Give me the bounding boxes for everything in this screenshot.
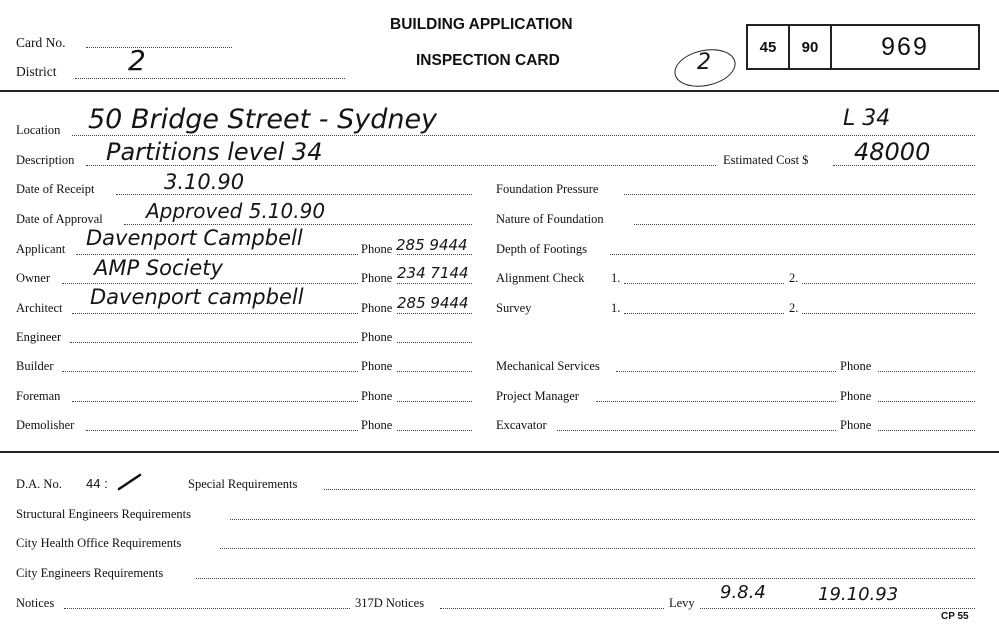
foundation-pressure-label: Foundation Pressure xyxy=(496,182,599,196)
alignment-field-2[interactable] xyxy=(802,283,975,284)
project-manager-label: Project Manager xyxy=(496,389,579,403)
date-receipt-label: Date of Receipt xyxy=(16,182,95,196)
architect-phone-field[interactable] xyxy=(397,313,472,314)
code-cell-3: 969 xyxy=(881,32,929,61)
architect-phone-value: 285 9444 xyxy=(397,294,469,312)
owner-field[interactable] xyxy=(62,283,358,284)
nature-foundation-field[interactable] xyxy=(634,224,975,225)
district-value: 2 xyxy=(128,44,146,77)
architect-label: Architect xyxy=(16,301,63,315)
applicant-label: Applicant xyxy=(16,242,66,256)
form-subtitle: INSPECTION CARD xyxy=(416,52,560,69)
levy-date: 19.10.93 xyxy=(818,584,899,605)
mechanical-label: Mechanical Services xyxy=(496,359,600,373)
survey-label: Survey xyxy=(496,301,532,315)
da-no-value: 44 : xyxy=(86,476,108,491)
engineer-phone-field[interactable] xyxy=(397,342,472,343)
excavator-field[interactable] xyxy=(557,430,836,431)
card-no-label: Card No. xyxy=(16,35,66,50)
notices-317d-field[interactable] xyxy=(440,608,664,609)
owner-phone-field[interactable] xyxy=(397,283,472,284)
circled-mark-value: 2 xyxy=(697,50,711,75)
city-engineers-field[interactable] xyxy=(196,578,975,579)
estimated-cost-label: Estimated Cost $ xyxy=(723,153,809,167)
header-divider xyxy=(0,90,999,92)
alignment-check-label: Alignment Check xyxy=(496,271,585,285)
date-approval-label: Date of Approval xyxy=(16,212,103,226)
code-cell-1: 45 xyxy=(748,26,790,68)
foreman-label: Foreman xyxy=(16,389,61,403)
builder-field[interactable] xyxy=(62,371,358,372)
footer-divider xyxy=(0,451,999,453)
date-receipt-field[interactable] xyxy=(116,194,472,195)
location-field[interactable] xyxy=(72,135,975,136)
card-no-field[interactable] xyxy=(86,47,232,48)
city-health-field[interactable] xyxy=(220,548,975,549)
structural-label: Structural Engineers Requirements xyxy=(16,507,191,521)
builder-phone-label: Phone xyxy=(361,359,393,373)
applicant-phone-value: 285 9444 xyxy=(396,236,468,254)
location-label: Location xyxy=(16,123,61,137)
demolisher-phone-label: Phone xyxy=(361,418,393,432)
survey-field-1[interactable] xyxy=(624,313,784,314)
date-approval-value: Approved 5.10.90 xyxy=(146,199,326,223)
nature-foundation-label: Nature of Foundation xyxy=(496,212,604,226)
special-requirements-field[interactable] xyxy=(324,489,975,490)
levy-field[interactable] xyxy=(700,608,975,609)
engineer-label: Engineer xyxy=(16,330,62,344)
mechanical-phone-label: Phone xyxy=(840,359,872,373)
demolisher-field[interactable] xyxy=(86,430,358,431)
architect-field[interactable] xyxy=(72,313,358,314)
applicant-phone-field[interactable] xyxy=(397,254,472,255)
notices-label: Notices xyxy=(16,596,55,610)
excavator-label: Excavator xyxy=(496,418,547,432)
code-cell-2: 90 xyxy=(790,26,832,68)
mechanical-phone-field[interactable] xyxy=(878,371,975,372)
survey-num-2: 2. xyxy=(789,301,799,315)
estimated-cost-value: 48000 xyxy=(854,138,931,166)
applicant-value: Davenport Campbell xyxy=(86,226,303,250)
alignment-field-1[interactable] xyxy=(624,283,784,284)
city-health-label: City Health Office Requirements xyxy=(16,536,182,550)
form-title: BUILDING APPLICATION xyxy=(390,16,573,33)
applicant-field[interactable] xyxy=(76,254,358,255)
depth-footings-field[interactable] xyxy=(610,254,975,255)
excavator-phone-label: Phone xyxy=(840,418,872,432)
date-receipt-value: 3.10.90 xyxy=(164,170,245,194)
owner-value: AMP Society xyxy=(94,256,223,280)
structural-field[interactable] xyxy=(230,519,975,520)
excavator-phone-field[interactable] xyxy=(878,430,975,431)
notices-field[interactable] xyxy=(64,608,350,609)
owner-phone-value: 234 7144 xyxy=(397,264,469,282)
mechanical-field[interactable] xyxy=(616,371,836,372)
applicant-phone-label: Phone xyxy=(361,242,393,256)
notices-317d-label: 317D Notices xyxy=(355,596,425,610)
engineer-field[interactable] xyxy=(70,342,358,343)
description-label: Description xyxy=(16,153,75,167)
form-code: CP 55 xyxy=(941,611,969,622)
foreman-phone-field[interactable] xyxy=(397,401,472,402)
survey-num-1: 1. xyxy=(611,301,621,315)
project-manager-field[interactable] xyxy=(596,401,836,402)
date-approval-field[interactable] xyxy=(124,224,472,225)
architect-phone-label: Phone xyxy=(361,301,393,315)
project-manager-phone-field[interactable] xyxy=(878,401,975,402)
builder-label: Builder xyxy=(16,359,54,373)
levy-label: Levy xyxy=(669,596,695,610)
foreman-field[interactable] xyxy=(72,401,358,402)
special-requirements-label: Special Requirements xyxy=(188,477,298,491)
architect-value: Davenport campbell xyxy=(90,285,304,309)
location-value: 50 Bridge Street - Sydney xyxy=(88,104,438,135)
engineer-phone-label: Phone xyxy=(361,330,393,344)
da-no-tick-mark xyxy=(116,472,144,492)
demolisher-label: Demolisher xyxy=(16,418,75,432)
project-manager-phone-label: Phone xyxy=(840,389,872,403)
da-no-label: D.A. No. xyxy=(16,477,62,491)
district-label: District xyxy=(16,64,57,79)
owner-phone-label: Phone xyxy=(361,271,393,285)
code-box xyxy=(746,24,980,70)
alignment-num-2: 2. xyxy=(789,271,799,285)
owner-label: Owner xyxy=(16,271,51,285)
city-engineers-label: City Engineers Requirements xyxy=(16,566,164,580)
alignment-num-1: 1. xyxy=(611,271,621,285)
foreman-phone-label: Phone xyxy=(361,389,393,403)
depth-footings-label: Depth of Footings xyxy=(496,242,587,256)
district-field[interactable] xyxy=(75,78,345,79)
builder-phone-field[interactable] xyxy=(397,371,472,372)
description-value: Partitions level 34 xyxy=(106,138,323,166)
foundation-pressure-field[interactable] xyxy=(624,194,975,195)
location-note: L 34 xyxy=(843,106,891,131)
levy-value: 9.8.4 xyxy=(720,582,766,603)
survey-field-2[interactable] xyxy=(802,313,975,314)
demolisher-phone-field[interactable] xyxy=(397,430,472,431)
